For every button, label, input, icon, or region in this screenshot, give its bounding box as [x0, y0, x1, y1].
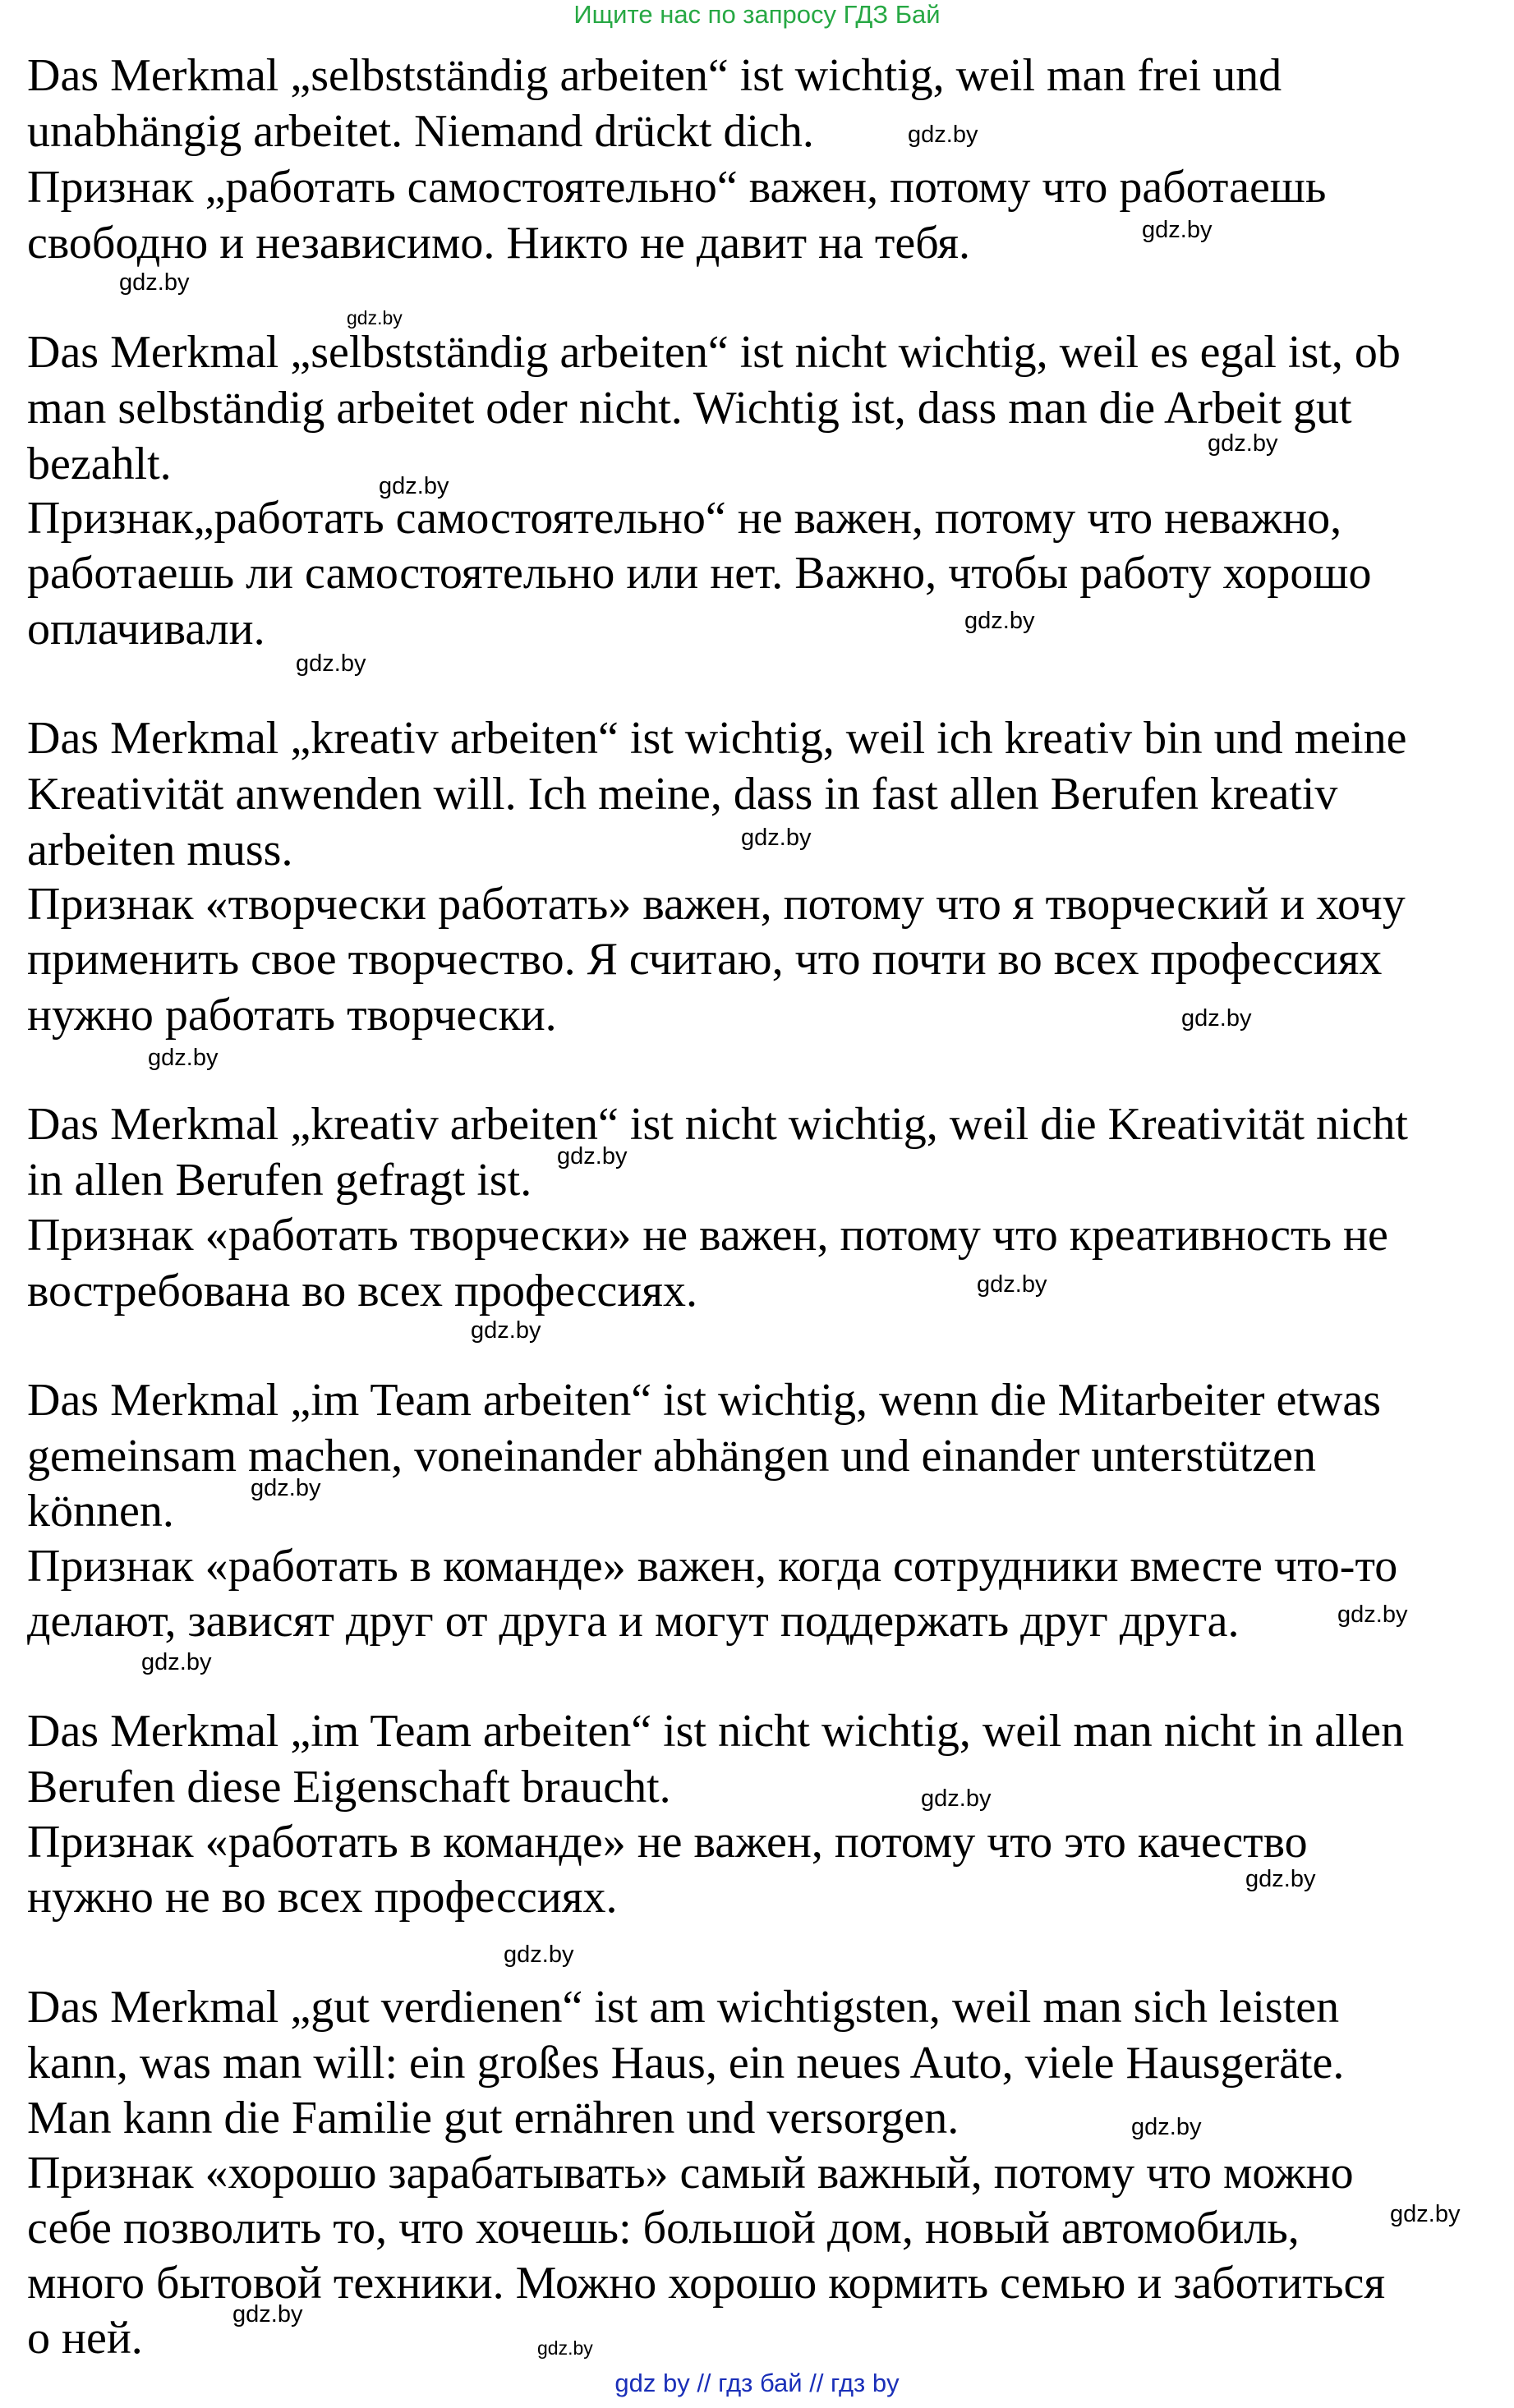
text-line: Das Merkmal „selbstständig arbeiten“ ist wichtig, weil man frei und — [27, 50, 1282, 101]
watermark: gdz.by — [1337, 1602, 1408, 1628]
text-line: Das Merkmal „im Team arbeiten“ ist wichtig, wenn die Mitarbeiter etwas — [27, 1375, 1382, 1426]
watermark: gdz.by — [141, 1649, 212, 1675]
text-line: Признак «хорошо зарабатывать» самый важный, потому что можно — [27, 2148, 1354, 2199]
text-line: in allen Berufen gefragt ist. — [27, 1155, 532, 1206]
text-line: о ней. — [27, 2313, 143, 2364]
watermark: gdz.by — [921, 1785, 992, 1812]
text-line: arbeiten muss. — [27, 825, 293, 875]
text-line: man selbständig arbeitet oder nicht. Wichtig ist, dass man die Arbeit gut — [27, 383, 1352, 434]
text-line: Kreativität anwenden will. Ich meine, dass in fast allen Berufen kreativ — [27, 769, 1338, 820]
watermark: gdz.by — [148, 1045, 219, 1071]
watermark: gdz.by — [119, 269, 190, 296]
text-line: Das Merkmal „selbstständig arbeiten“ ist nicht wichtig, weil es egal ist, ob — [27, 327, 1401, 378]
text-line: делают, зависят друг от друга и могут поддержать друг друга. — [27, 1596, 1240, 1647]
watermark: gdz.by — [964, 608, 1035, 634]
watermark: gdz.by — [977, 1271, 1047, 1298]
watermark: gdz.by — [296, 650, 366, 677]
text-line: Признак „работать самостоятельно“ важен, потому что работаешь — [27, 162, 1327, 213]
text-line: Признак «работать в команде» важен, когда сотрудники вместе что-то — [27, 1541, 1398, 1592]
watermark: gdz.by — [1181, 1005, 1252, 1032]
text-line: können. — [27, 1486, 174, 1537]
watermark: gdz.by — [1245, 1866, 1316, 1892]
text-line: kann, was man will: ein großes Haus, ein neues Auto, viele Hausgeräte. — [27, 2038, 1345, 2089]
watermark: gdz.by — [1142, 217, 1213, 243]
text-line: свободно и независимо. Никто не давит на тебя. — [27, 218, 971, 269]
text-line: Признак„работать самостоятельно“ не важен, потому что неважно, — [27, 493, 1342, 544]
watermark: gdz.by — [741, 825, 812, 851]
text-line: Das Merkmal „kreativ arbeiten“ ist nicht wichtig, weil die Kreativität nicht — [27, 1099, 1408, 1150]
watermark: gdz.by — [1390, 2201, 1461, 2227]
text-line: Man kann die Familie gut ernähren und versorgen. — [27, 2093, 959, 2144]
text-line: bezahlt. — [27, 439, 172, 489]
text-line: Das Merkmal „gut verdienen“ ist am wichtigsten, weil man sich leisten — [27, 1982, 1340, 2033]
watermark: gdz.by — [347, 307, 403, 329]
watermark: gdz.by — [504, 1942, 574, 1968]
text-line: Berufen diese Eigenschaft braucht. — [27, 1762, 671, 1813]
text-line: Признак «работать творчески» не важен, потому что креативность не — [27, 1210, 1388, 1261]
watermark: gdz.by — [908, 122, 978, 148]
text-line: gemeinsam machen, voneinander abhängen und einander unterstützen — [27, 1431, 1316, 1482]
text-line: себе позволить то, что хочешь: большой дом, новый автомобиль, — [27, 2203, 1300, 2254]
text-line: Das Merkmal „im Team arbeiten“ ist nicht wichtig, weil man nicht in allen — [27, 1706, 1405, 1757]
watermark: gdz.by — [1208, 430, 1278, 457]
watermark: gdz.by — [1131, 2114, 1202, 2140]
watermark: gdz.by — [232, 2301, 303, 2328]
text-line: Признак «работать в команде» не важен, потому что это качество — [27, 1817, 1308, 1868]
text-line: unabhängig arbeitet. Niemand drückt dich. — [27, 106, 814, 157]
text-line: много бытовой техники. Можно хорошо кормить семью и заботиться — [27, 2258, 1386, 2309]
top-banner: Ищите нас по запросу ГДЗ Бай — [573, 0, 941, 29]
text-line: оплачивали. — [27, 604, 265, 655]
text-line: Das Merkmal „kreativ arbeiten“ ist wichtig, weil ich kreativ bin und meine — [27, 713, 1407, 764]
text-line: применить свое творчество. Я считаю, что почти во всех профессиях — [27, 934, 1383, 985]
text-line: нужно не во всех профессиях. — [27, 1872, 618, 1923]
text-line: работаешь ли самостоятельно или нет. Важно, чтобы работу хорошо — [27, 548, 1372, 599]
watermark: gdz.by — [537, 2337, 593, 2359]
watermark: gdz.by — [251, 1475, 321, 1501]
watermark: gdz.by — [557, 1143, 628, 1170]
watermark: gdz.by — [471, 1317, 541, 1344]
footer-links: gdz by // гдз бай // гдз by — [614, 2369, 900, 2397]
text-line: нужно работать творчески. — [27, 990, 557, 1041]
watermark: gdz.by — [379, 473, 449, 499]
text-line: востребована во всех профессиях. — [27, 1266, 697, 1317]
text-line: Признак «творчески работать» важен, потому что я творческий и хочу — [27, 879, 1406, 930]
